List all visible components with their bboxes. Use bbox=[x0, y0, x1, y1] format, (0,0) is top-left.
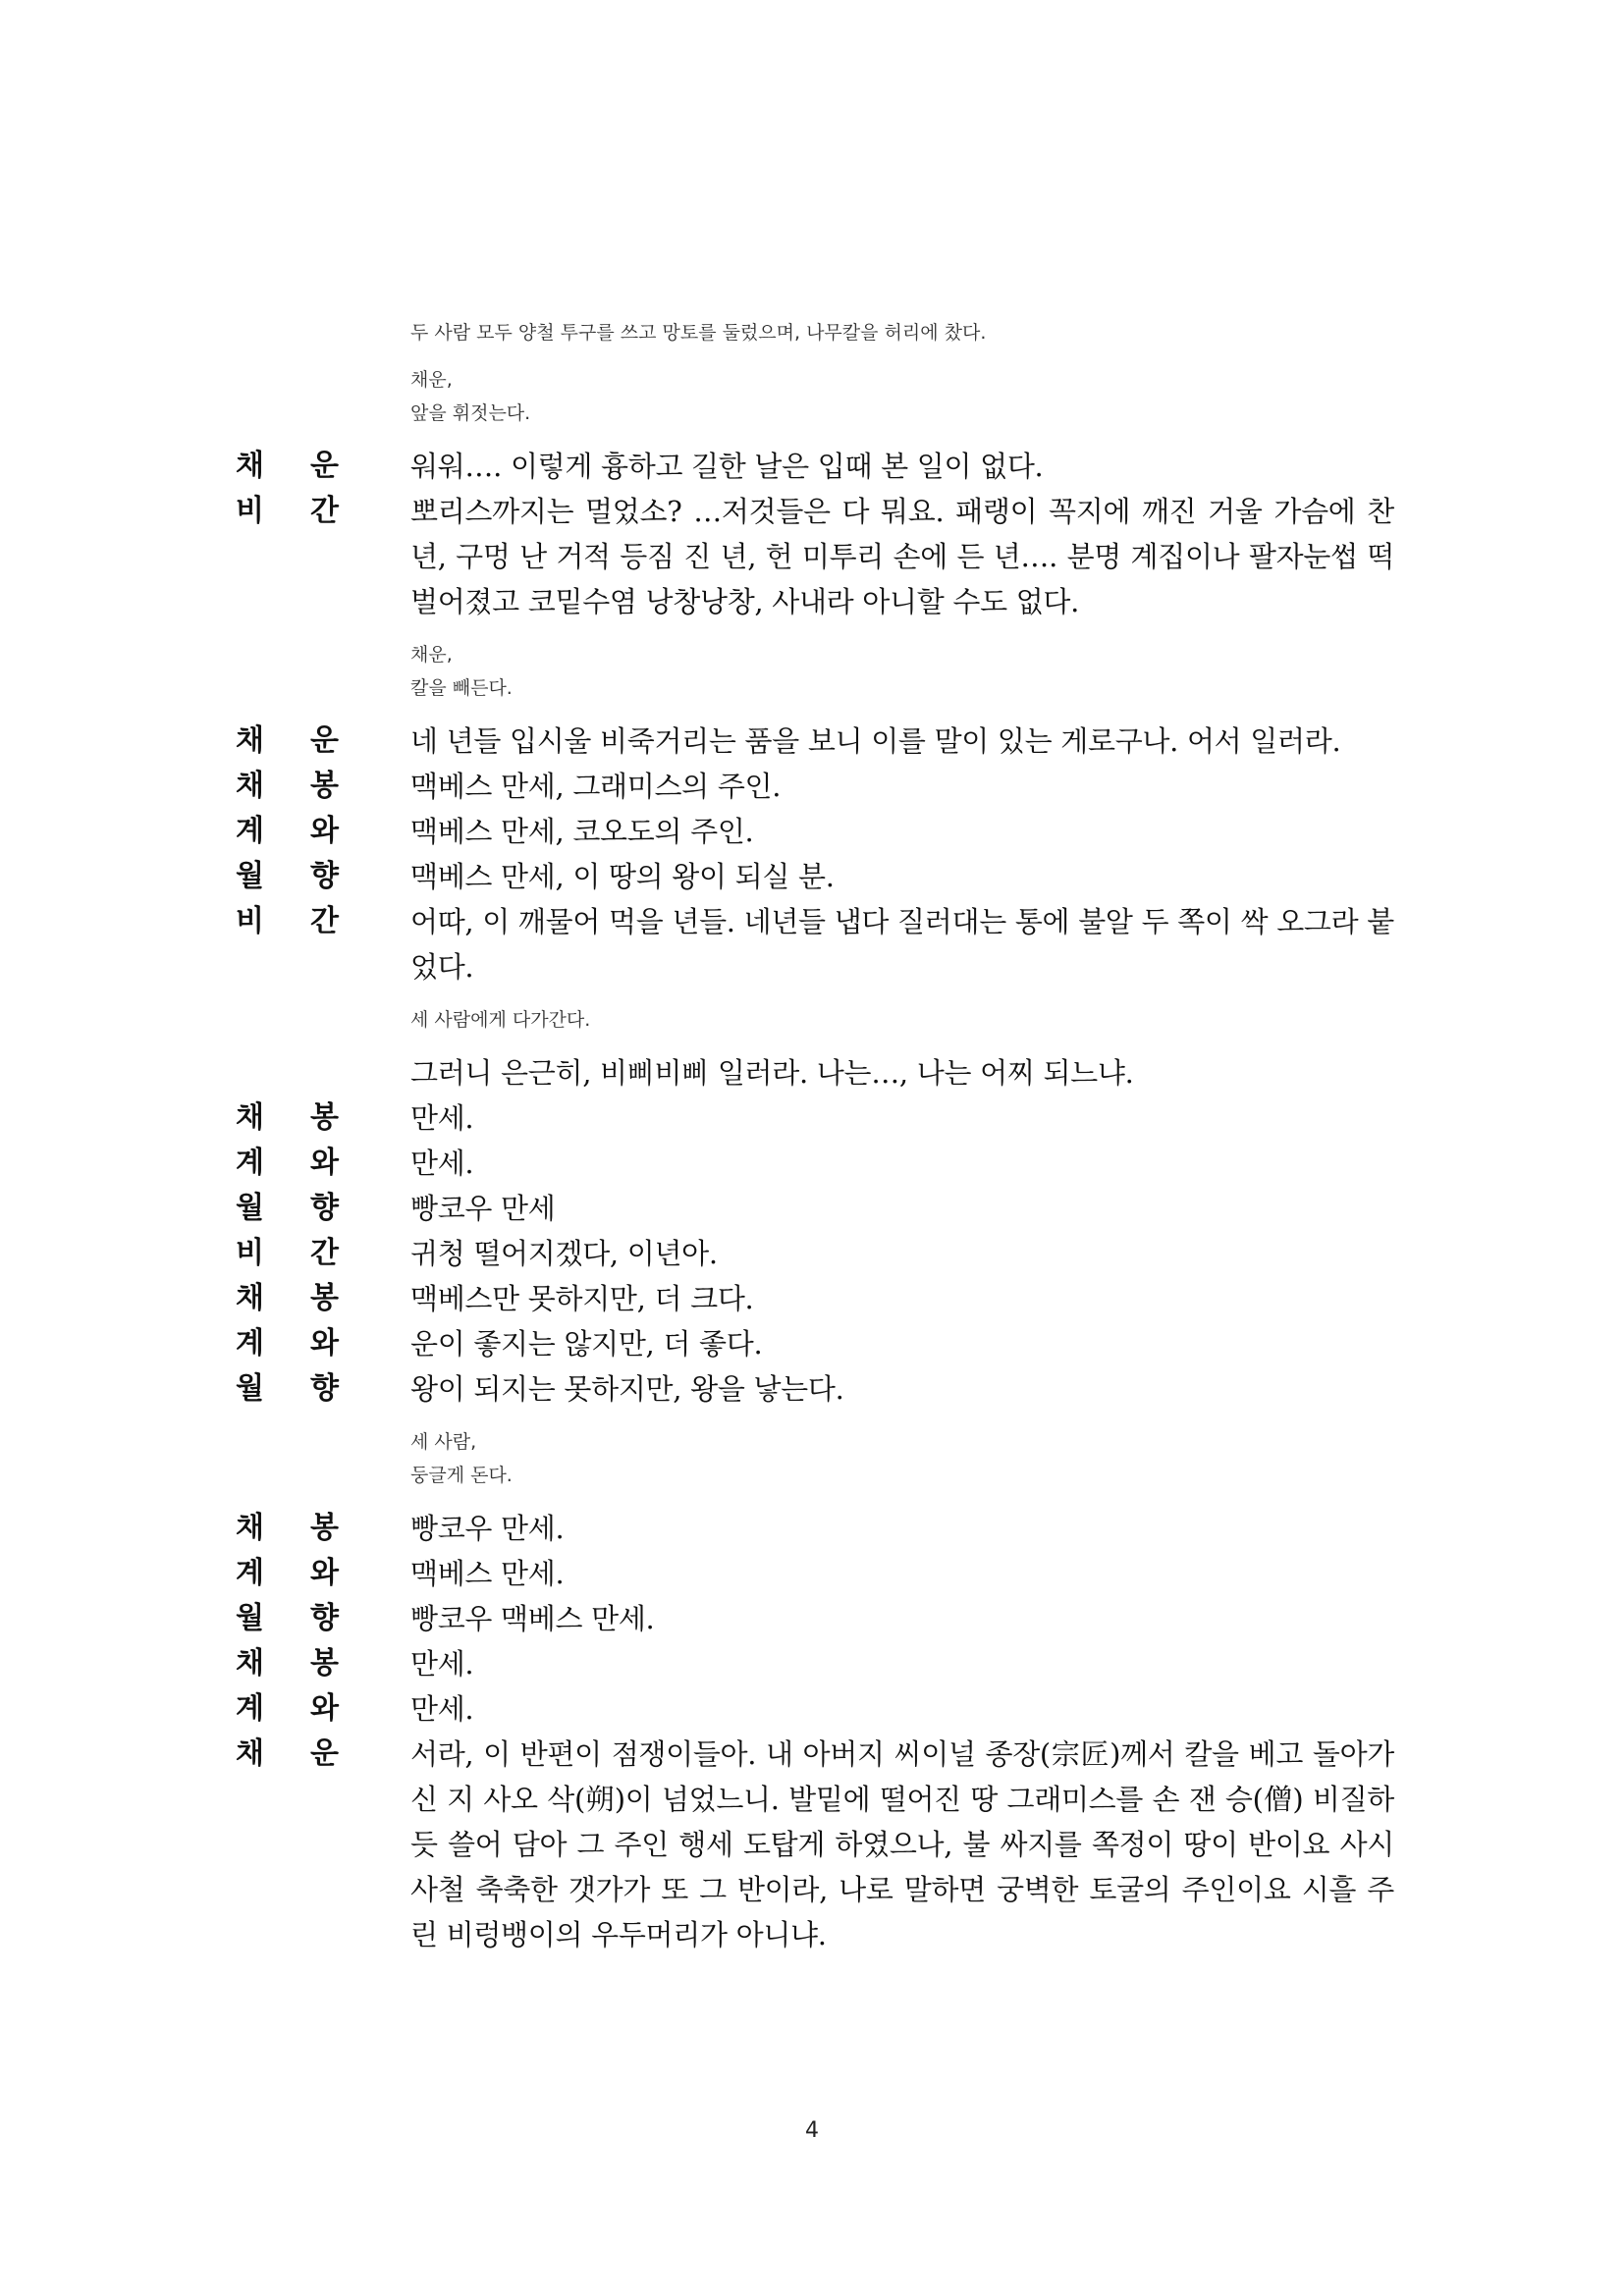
stage-direction-line: 세 사람에게 다가간다. bbox=[410, 1009, 591, 1031]
stage-direction-line: 세 사람, bbox=[410, 1431, 477, 1453]
speaker-name bbox=[236, 1321, 410, 1366]
speaker-char: 운 bbox=[310, 723, 339, 758]
speaker-char: 운 bbox=[310, 449, 339, 483]
dialogue-line bbox=[236, 1141, 1394, 1186]
dialogue-text: 빵코우 맥베스 만세. bbox=[410, 1602, 655, 1635]
speaker-name bbox=[236, 764, 410, 809]
speaker-char: 와 bbox=[310, 1691, 339, 1726]
speaker-char: 봉 bbox=[310, 1281, 339, 1315]
speaker-name bbox=[236, 1641, 410, 1686]
dialogue-text: 왕이 되지는 못하지만, 왕을 낳는다. bbox=[410, 1372, 844, 1406]
speaker-name bbox=[236, 1506, 410, 1551]
speaker-name bbox=[236, 1686, 410, 1732]
dialogue-text: 만세. bbox=[410, 1692, 474, 1726]
stage-direction-line: 채운, bbox=[410, 369, 453, 391]
stage-direction-line: 앞을 휘젓는다. bbox=[410, 402, 531, 424]
speaker-char: 계 bbox=[236, 1556, 264, 1590]
dialogue-line bbox=[236, 1050, 1394, 1095]
dialogue-line bbox=[236, 489, 1394, 624]
speaker-char: 향 bbox=[310, 1191, 339, 1225]
dialogue-text: 맥베스만 못하지만, 더 크다. bbox=[410, 1282, 754, 1315]
dialogue-text: 뽀리스까지는 멀었소? …저것들은 다 뭐요. 패랭이 꼭지에 깨진 거울 가슴에 찬 년, 구멍 난 거적 등짐 진 년, 헌 미투리 손에 든 년…. 분명 계집이나 팔자눈썹 떡 벌어졌고 코밑수염 낭창낭창, 사내라 아니할 수도 없다. bbox=[410, 495, 1394, 618]
dialogue-text: 만세. bbox=[410, 1101, 474, 1135]
dialogue-line bbox=[236, 1366, 1394, 1412]
dialogue-line bbox=[236, 1506, 1394, 1551]
dialogue-line bbox=[236, 1321, 1394, 1366]
speaker-char: 향 bbox=[310, 1371, 339, 1406]
dialogue-line bbox=[236, 1095, 1394, 1141]
speaker-char: 채 bbox=[236, 769, 264, 803]
dialogue-line bbox=[236, 1551, 1394, 1596]
speaker-char: 와 bbox=[310, 814, 339, 848]
speaker-char: 월 bbox=[236, 859, 264, 893]
dialogue-line bbox=[236, 764, 1394, 809]
stage-direction-line: 둥글게 돈다. bbox=[410, 1465, 513, 1486]
dialogue-text: 귀청 떨어지겠다, 이년아. bbox=[410, 1237, 718, 1270]
dialogue-line bbox=[236, 809, 1394, 854]
dialogue-line bbox=[236, 444, 1394, 489]
speaker-name bbox=[236, 1231, 410, 1276]
speaker-name bbox=[236, 1141, 410, 1186]
speaker-name bbox=[236, 1366, 410, 1412]
speaker-char: 채 bbox=[236, 1511, 264, 1545]
speaker-char: 채 bbox=[236, 723, 264, 758]
speaker-name bbox=[236, 1276, 410, 1321]
dialogue-text: 만세. bbox=[410, 1647, 474, 1681]
speaker-char: 간 bbox=[310, 1236, 339, 1270]
speaker-name bbox=[236, 1186, 410, 1231]
speaker-name bbox=[236, 1596, 410, 1641]
speaker-char: 향 bbox=[310, 1601, 339, 1635]
stage-direction-line: 두 사람 모두 양철 투구를 쓰고 망토를 둘렀으며, 나무칼을 허리에 찼다. bbox=[410, 322, 987, 344]
dialogue-text: 맥베스 만세, 이 땅의 왕이 되실 분. bbox=[410, 860, 835, 893]
play-script bbox=[236, 316, 1394, 1957]
speaker-char: 봉 bbox=[310, 1646, 339, 1681]
dialogue-text: 빵코우 만세. bbox=[410, 1512, 565, 1545]
stage-direction bbox=[410, 316, 1394, 349]
speaker-char: 향 bbox=[310, 859, 339, 893]
stage-direction bbox=[410, 1425, 1394, 1492]
speaker-name bbox=[236, 444, 410, 489]
speaker-char: 계 bbox=[236, 1146, 264, 1180]
speaker-char: 채 bbox=[236, 1736, 264, 1771]
speaker-char: 비 bbox=[236, 904, 264, 938]
stage-direction bbox=[410, 638, 1394, 705]
dialogue-text: 빵코우 만세 bbox=[410, 1192, 556, 1225]
page-number: 4 bbox=[805, 2118, 819, 2143]
speaker-name bbox=[236, 489, 410, 534]
speaker-char: 채 bbox=[236, 1100, 264, 1135]
dialogue-line bbox=[236, 899, 1394, 989]
dialogue-line bbox=[236, 1641, 1394, 1686]
dialogue-text: 서라, 이 반편이 점쟁이들아. 내 아버지 씨이널 종장(宗匠)께서 칼을 베고 돌아가신 지 사오 삭(朔)이 넘었느니. 발밑에 떨어진 땅 그래미스를 손 잰 승(僧) 비질하듯 쓸어 담아 그 주인 행세 도탑게 하였으나, 불 싸지를 쪽정이 땅이 반이요 사시사철 축축한 갯가가 또 그 반이라, 나로 말하면 궁벽한 토굴의 주인이요 시흘 주린 비렁뱅이의 우두머리가 아니냐. bbox=[410, 1737, 1394, 1951]
speaker-char: 와 bbox=[310, 1556, 339, 1590]
dialogue-line bbox=[236, 854, 1394, 899]
dialogue-line bbox=[236, 1231, 1394, 1276]
dialogue-line bbox=[236, 1686, 1394, 1732]
speaker-char: 비 bbox=[236, 1236, 264, 1270]
speaker-char: 채 bbox=[236, 1281, 264, 1315]
speaker-name bbox=[236, 1732, 410, 1777]
speaker-char: 계 bbox=[236, 1691, 264, 1726]
dialogue-line bbox=[236, 719, 1394, 764]
dialogue-text: 어따, 이 깨물어 먹을 년들. 네년들 냅다 질러대는 통에 불알 두 쪽이 싹 오그라 붙었다. bbox=[410, 905, 1394, 984]
dialogue-line bbox=[236, 1732, 1394, 1957]
speaker-char: 와 bbox=[310, 1326, 339, 1361]
speaker-char: 채 bbox=[236, 449, 264, 483]
speaker-char: 계 bbox=[236, 814, 264, 848]
speaker-name bbox=[236, 899, 410, 944]
stage-direction-line: 칼을 빼든다. bbox=[410, 677, 513, 699]
dialogue-text: 그러니 은근히, 비삐비삐 일러라. 나는…, 나는 어찌 되느냐. bbox=[410, 1056, 1134, 1090]
speaker-char: 월 bbox=[236, 1191, 264, 1225]
speaker-char: 봉 bbox=[310, 769, 339, 803]
speaker-char: 간 bbox=[310, 904, 339, 938]
speaker-char: 계 bbox=[236, 1326, 264, 1361]
stage-direction bbox=[410, 1003, 1394, 1037]
speaker-char: 와 bbox=[310, 1146, 339, 1180]
dialogue-text: 운이 좋지는 않지만, 더 좋다. bbox=[410, 1327, 763, 1361]
dialogue-text: 워워…. 이렇게 흉하고 길한 날은 입때 본 일이 없다. bbox=[410, 450, 1044, 483]
dialogue-text: 맥베스 만세. bbox=[410, 1557, 565, 1590]
dialogue-text: 네 년들 입시울 비죽거리는 품을 보니 이를 말이 있는 게로구나. 어서 일러라. bbox=[410, 724, 1341, 758]
speaker-name bbox=[236, 809, 410, 854]
dialogue-text: 맥베스 만세, 그래미스의 주인. bbox=[410, 770, 782, 803]
dialogue-text: 맥베스 만세, 코오도의 주인. bbox=[410, 815, 754, 848]
speaker-char: 채 bbox=[236, 1646, 264, 1681]
speaker-name bbox=[236, 719, 410, 764]
speaker-char: 월 bbox=[236, 1601, 264, 1635]
speaker-char: 간 bbox=[310, 494, 339, 528]
speaker-char: 비 bbox=[236, 494, 264, 528]
speaker-name bbox=[236, 854, 410, 899]
speaker-name bbox=[236, 1095, 410, 1141]
speaker-char: 봉 bbox=[310, 1511, 339, 1545]
speaker-char: 운 bbox=[310, 1736, 339, 1771]
dialogue-line bbox=[236, 1186, 1394, 1231]
dialogue-text: 만세. bbox=[410, 1147, 474, 1180]
speaker-char: 봉 bbox=[310, 1100, 339, 1135]
stage-direction bbox=[410, 363, 1394, 430]
speaker-char: 월 bbox=[236, 1371, 264, 1406]
dialogue-line bbox=[236, 1276, 1394, 1321]
stage-direction-line: 채운, bbox=[410, 644, 453, 666]
speaker-name bbox=[236, 1551, 410, 1596]
dialogue-line bbox=[236, 1596, 1394, 1641]
